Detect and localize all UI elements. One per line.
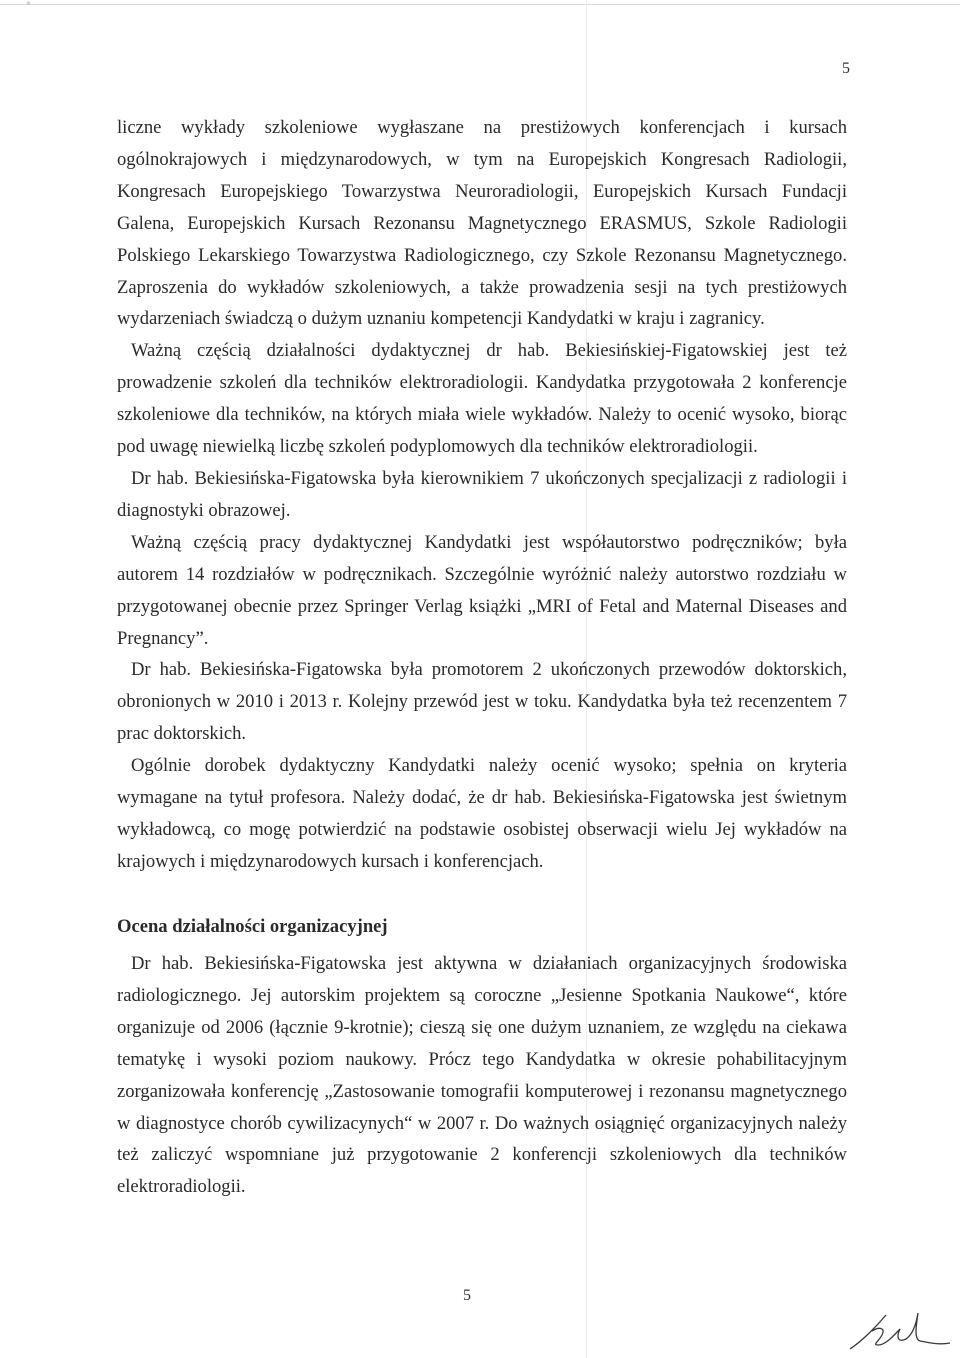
section-heading: Ocena działalności organizacyjnej <box>117 916 388 937</box>
paragraph: liczne wykłady szkoleniowe wygłaszane na prestiżowych konferencjach i kursach ogólnokrajowych i międzynarodowych, w tym na Europejskich Kongresach Radiologii, Kongresach Europejskiego Towarzystwa Neuroradiologii, Europejskich Kursach Fundacji Galena, Europejskich Kursach Rezonansu Magnetycznego ERASMUS, Szkole Radiologii Polskiego Lekarskiego Towarzystwa Radiologicznego, czy Szkole Rezonansu Magnetycznego. Zaproszenia do wykładów szkoleniowych, a także prowadzenia sesji na tych prestiżowych wydarzeniach świadczą o dużym uznaniu kompetencji Kandydatki w kraju i zagranicy. <box>117 117 847 330</box>
signature-initials-icon <box>842 1305 952 1355</box>
page-number-bottom: 5 <box>463 1287 471 1304</box>
paragraph: Ważną częścią pracy dydaktycznej Kandydatki jest współautorstwo podręczników; była autorem 14 rozdziałów w podręcznikach. Szczególnie wyróżnić należy autorstwo rozdziału w przygotowanej obecnie przez Springer Verlag książki „MRI of Fetal and Maternal Diseases and Pregnancy”. <box>117 531 847 649</box>
section-body-text <box>117 948 847 1203</box>
page-number-top: 5 <box>842 60 850 77</box>
paragraph: Ogólnie dorobek dydaktyczny Kandydatki należy ocenić wysoko; spełnia on kryteria wymagane na tytuł profesora. Należy dodać, że dr hab. Bekiesińska-Figatowska jest świetnym wykładowcą, co mogę potwierdzić na podstawie osobistej obserwacji wielu Jej wykładów na krajowych i międzynarodowych kursach i konferencjach. <box>117 755 847 872</box>
corner-mark: * <box>26 0 31 11</box>
paragraph: Dr hab. Bekiesińska-Figatowska była promotorem 2 ukończonych przewodów doktorskich, obronionych w 2010 i 2013 r. Kolejny przewód jest w toku. Kandydatka była też recenzentem 7 prac doktorskich. <box>117 659 847 745</box>
paragraph: Ważną częścią działalności dydaktycznej dr hab. Bekiesińskiej-Figatowskiej jest też prowadzenie szkoleń dla techników elektroradiologii. Kandydatka przygotowała 2 konferencje szkoleniowe dla techników, na których miała wiele wykładów. Należy to ocenić wysoko, biorąc pod uwagę niewielką liczbę szkoleń podyplomowych dla techników elektroradiologii. <box>117 340 847 458</box>
body-text <box>117 112 847 878</box>
top-edge-line <box>0 4 960 5</box>
paragraph: Dr hab. Bekiesińska-Figatowska jest aktywna w działaniach organizacyjnych środowiska radiologicznego. Jej autorskim projektem są coroczne „Jesienne Spotkania Naukowe“, które organizuje od 2006 (łącznie 9-krotnie); cieszą się one dużym uznaniem, ze względu na ciekawa tematykę i wysoki poziom naukowy. Prócz tego Kandydatka w okresie pohabilitacyjnym zorganizowała konferencję „Zastosowanie tomografii komputerowej i rezonansu magnetycznego w diagnostyce chorób cywilizacynych“ w 2007 r. Do ważnych osiągnięć organizacyjnych należy też zaliczyć wspomniane już przygotowanie 2 konferencji szkoleniowych dla techników elektroradiologii. <box>117 953 847 1198</box>
paragraph: Dr hab. Bekiesińska-Figatowska była kierownikiem 7 ukończonych specjalizacji z radiologii i diagnostyki obrazowej. <box>117 467 847 521</box>
